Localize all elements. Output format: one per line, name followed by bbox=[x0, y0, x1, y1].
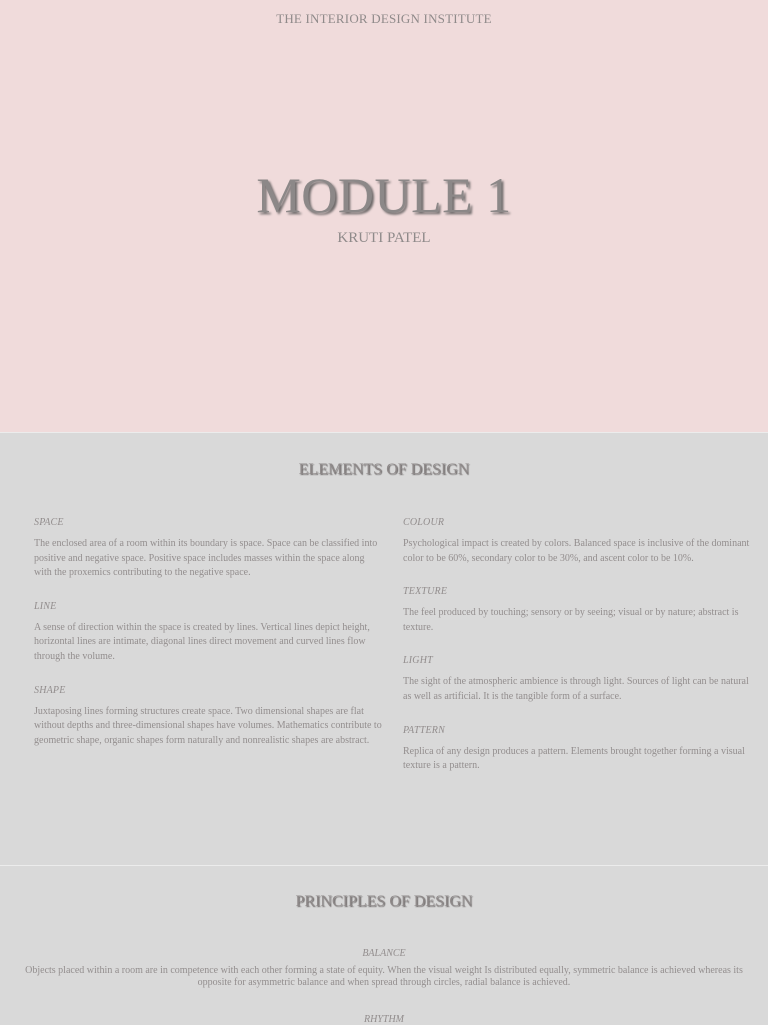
element-item-line bbox=[34, 601, 382, 665]
element-description: Replica of any design produces a pattern. Elements brought together forming a visual texture is a pattern. bbox=[403, 745, 745, 772]
element-description: The enclosed area of a room within its boundary is space. Space can be classified into positive and negative space. Positive space includes masses within the space along with the proxemics contributing to the negative space. bbox=[34, 538, 378, 579]
elements-title: ELEMENTS OF DESIGN bbox=[298, 461, 470, 478]
institute-name: THE INTERIOR DESIGN INSTITUTE bbox=[276, 11, 492, 26]
element-description: Juxtaposing lines forming structures create space. Two dimensional shapes are flat without depths and three-dimensional shapes have volumes. Mathematics contribute to geometric shape, organic shapes form naturally and nonrealistic shapes are abstract. bbox=[34, 705, 382, 746]
element-item-space bbox=[34, 517, 382, 581]
principle-description-balance: Objects placed within a room are in competence with each other forming a state of equity. When the visual weight Is distributed equally, symmetric balance is achieved whereas its opposite for asymmetric balance and when spread through circles, radial balance is achieved. bbox=[25, 965, 743, 988]
element-heading: SHAPE bbox=[34, 684, 66, 696]
element-heading: PATTERN bbox=[403, 724, 445, 736]
elements-of-design-section bbox=[0, 432, 768, 865]
principle-heading-rhythm: RHYTHM bbox=[363, 1014, 404, 1025]
element-heading: LINE bbox=[34, 600, 57, 612]
principles-of-design-section bbox=[0, 865, 768, 1024]
element-description: Psychological impact is created by colors. Balanced space is inclusive of the dominant color to be 60%, secondary color to be 30%, and ascent color to be 10%. bbox=[403, 538, 750, 564]
element-heading: LIGHT bbox=[403, 655, 433, 667]
principles-title: PRINCIPLES OF DESIGN bbox=[295, 893, 473, 910]
element-item-texture bbox=[403, 586, 751, 635]
elements-left-column bbox=[34, 517, 382, 768]
principle-heading-balance: BALANCE bbox=[362, 948, 406, 959]
element-item-colour bbox=[403, 517, 751, 566]
cover-section bbox=[0, 0, 768, 432]
module-title: MODULE 1 bbox=[256, 167, 512, 223]
element-description: A sense of direction within the space is created by lines. Vertical lines depict height, horizontal lines are intimate, diagonal lines direct movement and curved lines flow through the volume. bbox=[34, 621, 370, 662]
element-heading: SPACE bbox=[34, 517, 64, 528]
element-item-light bbox=[403, 655, 751, 704]
author-name: KRUTI PATEL bbox=[337, 230, 431, 246]
element-item-shape bbox=[34, 685, 382, 749]
element-description: The sight of the atmospheric ambience is through light. Sources of light can be natural as well as artificial. It is the tangible form of a surface. bbox=[403, 676, 749, 702]
element-heading: TEXTURE bbox=[403, 586, 448, 598]
elements-right-column bbox=[403, 517, 751, 794]
element-heading: COLOUR bbox=[403, 517, 445, 528]
element-description: The feel produced by touching; sensory or by seeing; visual or by nature; abstract is texture. bbox=[403, 607, 739, 633]
element-item-pattern bbox=[403, 725, 751, 774]
